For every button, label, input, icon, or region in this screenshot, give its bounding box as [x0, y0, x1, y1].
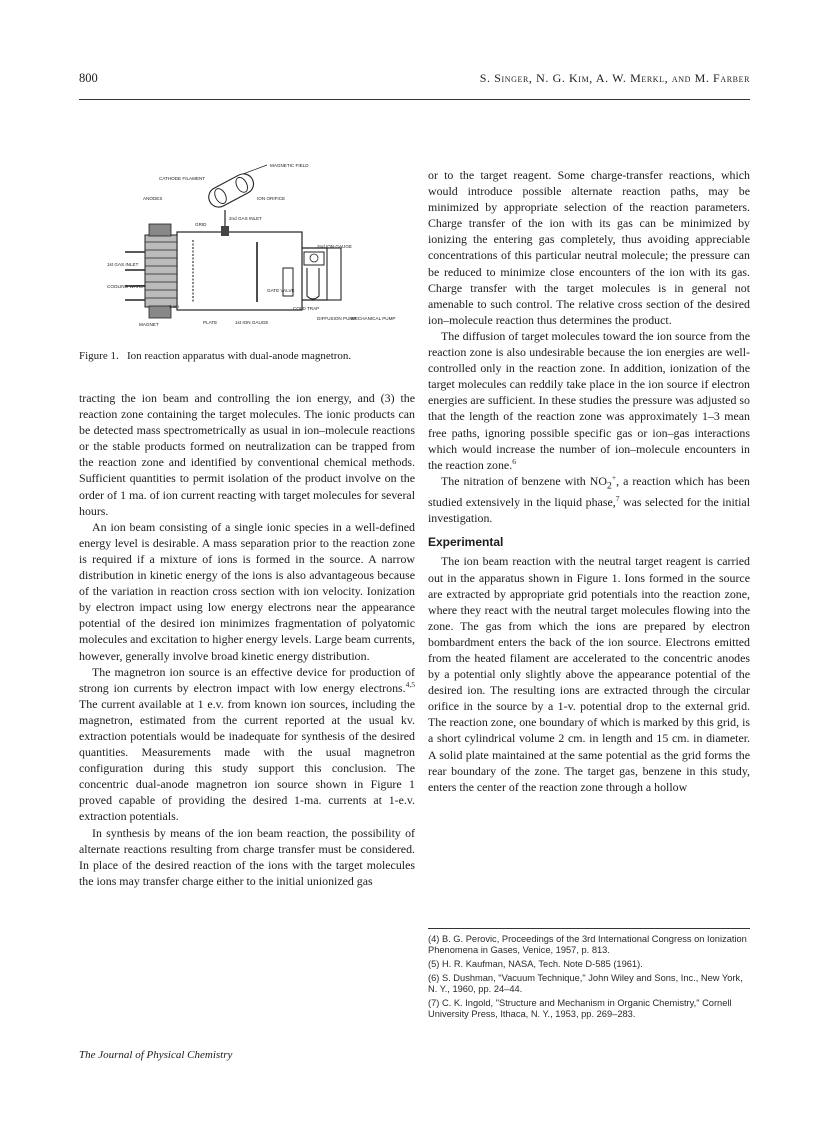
footnote-7: (7) C. K. Ingold, "Structure and Mechanism in Organic Chemistry," Cornell University Press, Ithaca, N. Y., 1953, pp. 269–283.: [428, 998, 732, 1019]
citation-7: 7: [615, 494, 620, 504]
label-diffusion-pump: DIFFUSION PUMP: [317, 316, 357, 321]
right-p3-mid: , a reaction which has been studied extensively in the liquid phase,: [428, 473, 750, 510]
page-number: 800: [79, 71, 98, 85]
label-magnet: MAGNET: [139, 322, 159, 327]
figure-caption-text: Ion reaction apparatus with dual-anode magnetron.: [126, 350, 352, 362]
right-p2-text: The diffusion of target molecules toward the ion source from the reaction zone is also undesirable because the ion energies are well-controlled only in the reaction zone. In addition, ionization of the target molecules can reddily take place in the ion source if electron energies are sufficient. In these studies the pressure was adjusted so that the length of the reaction zone was approximately 1–3 mean free paths, ignoring possible specific gas or ion–gas interactions which would increase the number of ion–molecule encounters in the reaction zone.: [428, 328, 750, 472]
label-ion-orifice: ION ORIFICE: [257, 196, 286, 201]
figure-1: [79, 160, 415, 366]
label-anodes: ANODES: [143, 196, 163, 201]
left-paragraph-3: [79, 664, 415, 825]
magnet-stack: [145, 235, 177, 307]
right-paragraph-2: [428, 328, 750, 473]
citation-4-5: 4,5: [405, 679, 415, 689]
label-scale: 1 cm: [169, 304, 179, 309]
right-paragraph-4: The ion beam reaction with the neutral target reagent is carried out in the apparatus shown in Figure 1. Ions formed in the source are extracted by appropriate grid potentials into the reaction zone, where they react with the neutral target molecules flowing into the zone. The gas from which the ions are prepared by electron bombardment enters the back of the ion source. Electrons emitted from the heated filament are accelerated to the concentric anodes by a potential only slightly above the appearance potential of the desired ion. The resulting ions are extracted through the circular orifice in the source by a 1-v. potential drop to the external grid. The reaction zone, one boundary of which is marked by this grid, is a short cylindrical volume 2 cm. in length and 15 cm. in diameter. A solid plate maintained at the same potential as the grid forms the rear boundary of the zone. The target gas, benzene in this study, enters the center of the reaction zone through a hollow: [428, 554, 750, 794]
journal-footer: The Journal of Physical Chemistry: [79, 1049, 233, 1061]
label-cold-trap: COLD TRAP: [293, 306, 320, 311]
right-paragraph-3: [428, 473, 750, 527]
superscript-plus: +: [611, 472, 617, 482]
section-heading-experimental: Experimental: [428, 535, 504, 550]
right-column: [428, 167, 750, 795]
right-p3-end: was selected for the initial investigation.: [428, 495, 750, 526]
apparatus-diagram: [107, 160, 407, 330]
left-paragraph-4: In synthesis by means of the ion beam reaction, the possibility of alternate reactions resulting from charge transfer must be considered. In place of the desired reaction of the ions with the target molecules the ions may transfer charge either to the initial unionized gas: [79, 825, 415, 888]
label-magnetic-field: MAGNETIC FIELD: [270, 163, 309, 168]
label-grid: GRID: [195, 222, 207, 227]
left-column: [79, 390, 415, 889]
label-gate-valve: GATE VALVE: [267, 288, 295, 293]
subscript-2: 2: [606, 480, 612, 492]
label-ion-gauge-2: 2nd ION GAUGE: [317, 244, 352, 249]
figure-caption-label: Figure 1.: [79, 350, 119, 362]
label-plate: PLATE: [203, 320, 218, 325]
figure-caption: [79, 350, 415, 362]
footnotes: [428, 934, 750, 1023]
header-rule: [79, 99, 750, 100]
left-paragraph-1: tracting the ion beam and controlling the ion energy, and (3) the reaction zone containing the target molecules. The ionic products can be detected mass spectrometrically as usual in ion–molecule reactions or the stable products formed on neutralization can be trapped from the reaction zone and identified by conventional chemical methods. Sufficient quantities to permit isolation of the product involve on the order of 1 ma. of ion current reacting with target molecules for several hours.: [79, 391, 415, 518]
left-p3-start: The magnetron ion source is an effective device for production of strong ion currents by electron impact with low energy electrons.: [79, 664, 415, 695]
citation-6: 6: [512, 456, 516, 466]
footnote-rule: [428, 928, 750, 929]
pump-manifold: [327, 248, 341, 300]
label-gas-inlet-2: 2nd GAS INLET: [229, 216, 262, 221]
cold-trap: [307, 268, 319, 299]
label-mechanical-pump: MECHANICAL PUMP: [351, 316, 396, 321]
right-paragraph-1: or to the target reagent. Some charge-transfer reactions, which would introduce possible alternate reaction paths, may be minimized by appropriate selection of the reaction parameters. Charge transfer of the ion with its gas can be minimized by ionizing the entering gas completely, thus avoiding appreciable concentrations of this particular neutral molecule; the pressure can be reduced to minimize close encounters of the ion with its gas. Charge transfer with the target molecules is in general not amenable to such control. The relative cross section of the desired ion–molecule reaction thus determines the product.: [428, 168, 750, 327]
page-header: [79, 71, 750, 91]
cathode-filament-inset: [205, 170, 257, 210]
running-head: S. Singer, N. G. Kim, A. W. Merkl, and M. Farber: [479, 71, 750, 85]
footnote-4: (4) B. G. Perovic, Proceedings of the 3rd International Congress on Ionization Phenomena in Gases, Venice, 1957, p. 813.: [428, 934, 747, 955]
label-cooling-water: COOLING WATER: [107, 284, 146, 289]
label-ion-gauge-1: 1st ION GAUGE: [235, 320, 269, 325]
footnote-6: (6) S. Dushman, "Vacuum Technique," John Wiley and Sons, Inc., New York, N. Y., 1960, pp. 24–44.: [428, 973, 743, 994]
left-paragraph-2: An ion beam consisting of a single ionic species in a well-defined energy level is desirable. A mass separation prior to the reaction zone is required if a mixture of ions is formed in the source. A narrow distribution in kinetic energy of the ions is also advantageous because of the variation in reaction cross section with ion velocity. Ionization by electron impact using low energy electrons near the appearance potential of the desired ion minimizes fragmentation of polyatomic molecules and excitation to higher energy levels. Large beam currents, however, generally involve broad kinetic energy distribution.: [79, 519, 416, 663]
right-p3-start: The nitration of benzene with NO: [441, 473, 607, 488]
footnote-5: (5) H. R. Kaufman, NASA, Tech. Note D-585 (1961).: [428, 959, 643, 969]
label-gas-inlet-1: 1st GAS INLET: [107, 262, 139, 267]
label-cathode-filament: CATHODE FILAMENT: [159, 176, 206, 181]
left-p3-end: The current available at 1 e.v. from known ion sources, including the magnetron, estimated from the current reported at the usual kv. extraction potentials would be inadequate for synthesis of the desired quantities. Measurements made with the usual magnetron configuration during this study support this conclusion. The concentric dual-anode magnetron ion source shown in Figure 1 proved capable of providing the desired 1-ma. currents at 1-e.v. extraction potentials.: [79, 696, 415, 824]
